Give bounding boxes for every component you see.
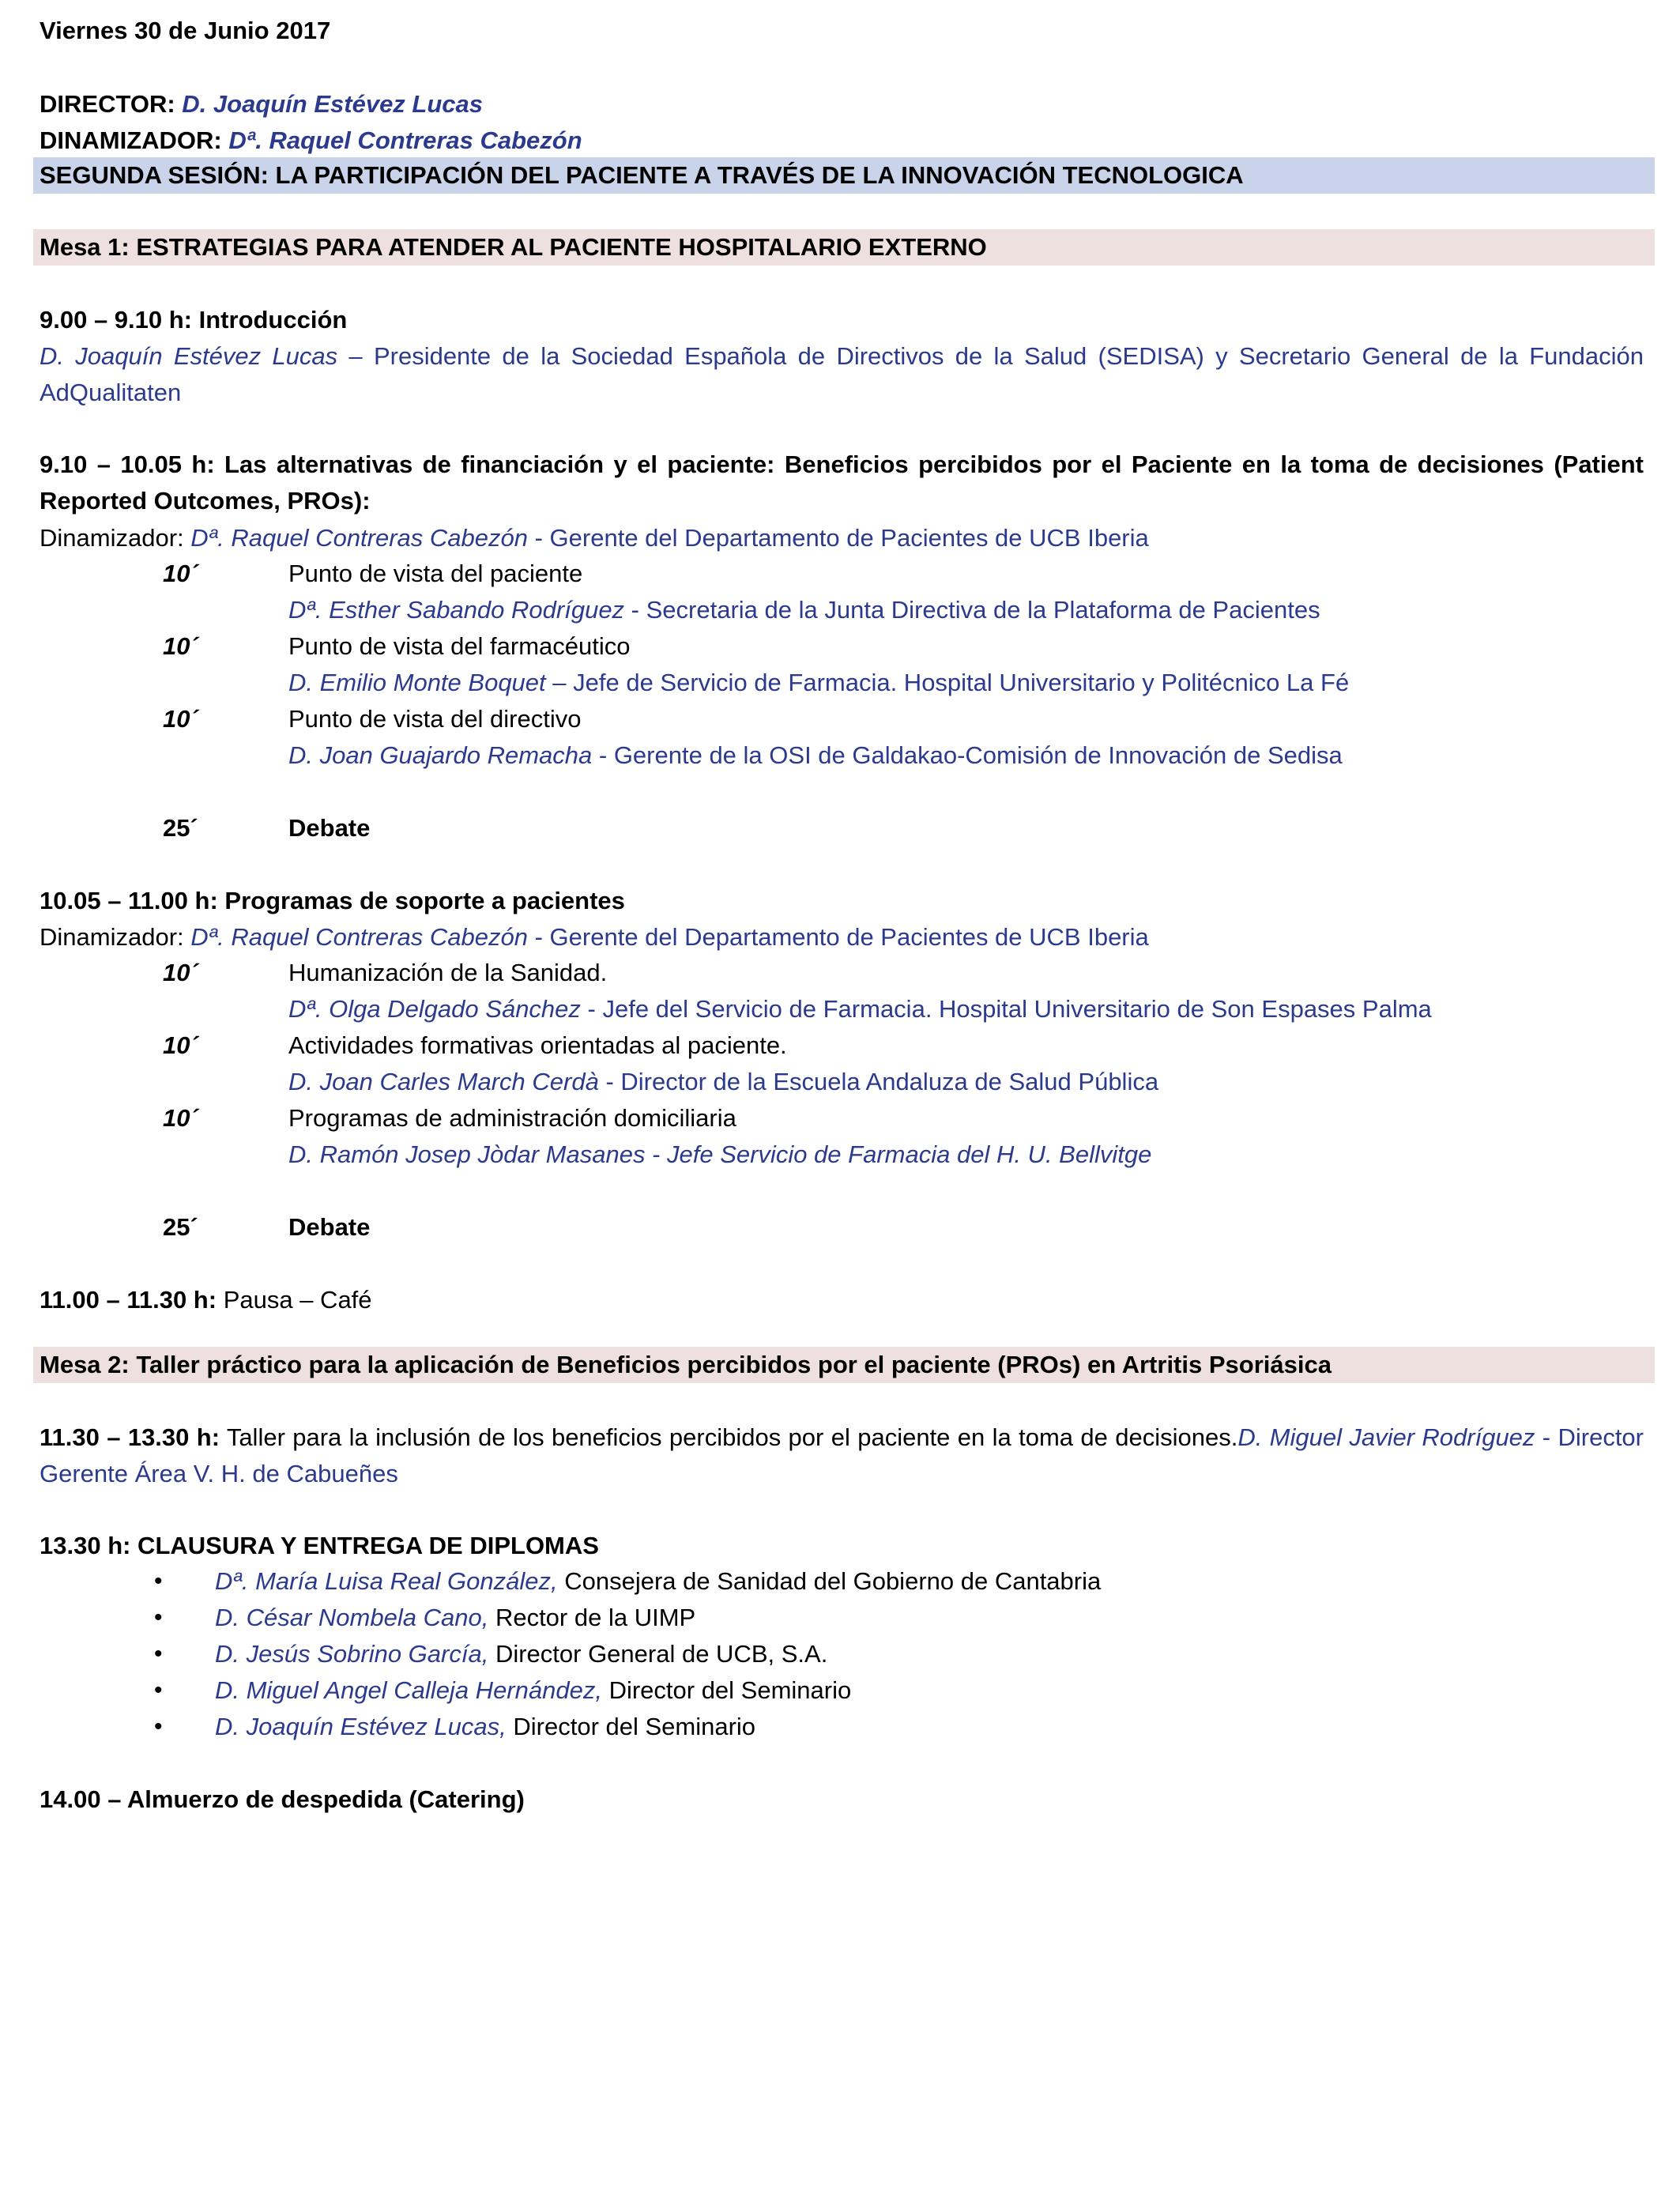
item-title: Punto de vista del directivo [288,705,582,733]
intro-speaker-paragraph [40,338,1644,411]
block1-title: Las alternativas de financiación y el paciente: Beneficios percibidos por el Paciente en la toma de decisiones (Patient Reported Outcomes, PROs): [40,450,1644,515]
pausa-time: 11.00 – 11.30 h: [40,1286,217,1314]
debate-title: Debate [288,814,371,842]
pausa-line [40,1282,1644,1318]
block2-dinamizador-role: - Gerente del Departamento de Pacientes de UCB Iberia [528,923,1149,951]
taller-title: Taller para la inclusión de los beneficios percibidos por el paciente en la toma de decisiones. [220,1423,1238,1451]
clausura-item-text: D. César Nombela Cano, Rector de la UIMP [215,1604,696,1631]
bullet-icon: • [154,1713,163,1740]
clausura-title: 13.30 h: CLAUSURA Y ENTREGA DE DIPLOMAS [40,1532,599,1559]
item-title: Humanización de la Sanidad. [288,959,608,986]
item-duration: 10´ [163,560,198,587]
director-label: DIRECTOR: [40,90,175,118]
clausura-item-text: D. Jesús Sobrino García, Director General de UCB, S.A. [215,1640,828,1668]
item-duration: 10´ [163,632,198,660]
block2-dinamizador-label: Dinamizador: [40,923,191,951]
document-date: Viernes 30 de Junio 2017 [40,17,331,44]
block2-title: Programas de soporte a pacientes [217,887,625,914]
block2-dinamizador-name: Dª. Raquel Contreras Cabezón [190,923,528,951]
intro-heading [40,302,1644,338]
session-title-band: SEGUNDA SESIÓN: LA PARTICIPACIÓN DEL PACIENTE A TRAVÉS DE LA INNOVACIÓN TECNOLOGICA [33,157,1655,194]
debate-duration: 25´ [163,814,198,842]
item-duration: 10´ [163,1031,198,1059]
taller-role: - Director Gerente Área V. H. de Cabueñes [40,1423,1644,1487]
block1-time: 9.10 – 10.05 h: [40,450,215,478]
item-speaker: Dª. Esther Sabando Rodríguez - Secretaria de la Junta Directiva de la Plataforma de Pacientes [288,596,1320,624]
clausura-item-text: Dª. María Luisa Real González, Consejera de Sanidad del Gobierno de Cantabria [215,1567,1102,1595]
almuerzo-line: 14.00 – Almuerzo de despedida (Catering) [40,1785,525,1813]
block2-dinamizador [40,919,1644,956]
mesa2-title-band: Mesa 2: Taller práctico para la aplicación de Beneficios percibidos por el paciente (PROs) en Artritis Psoriásica [33,1347,1655,1383]
item-title: Programas de administración domiciliaria [288,1104,736,1132]
mesa1-title-band: Mesa 1: ESTRATEGIAS PARA ATENDER AL PACIENTE HOSPITALARIO EXTERNO [33,229,1655,266]
director-name: D. Joaquín Estévez Lucas [182,90,484,118]
intro-title: Introducción [192,306,348,334]
item-speaker: D. Joan Carles March Cerdà - Director de la Escuela Andaluza de Salud Pública [288,1068,1159,1095]
item-speaker: D. Joan Guajardo Remacha - Gerente de la OSI de Galdakao-Comisión de Innovación de Sedisa [288,741,1343,769]
intro-speaker-role: – Presidente de la Sociedad Española de Directivos de la Salud (SEDISA) y Secretario General de la Fundación AdQualitaten [40,342,1644,406]
intro-time: 9.00 – 9.10 h: [40,306,193,334]
block1-dinamizador [40,520,1644,556]
clausura-item-text: D. Joaquín Estévez Lucas, Director del Seminario [215,1713,756,1740]
item-title: Actividades formativas orientadas al paciente. [288,1031,787,1059]
debate-duration: 25´ [163,1213,198,1241]
item-speaker: D. Ramón Josep Jòdar Masanes - Jefe Servicio de Farmacia del H. U. Bellvitge [288,1140,1152,1168]
dinamizador-line [40,123,1644,159]
item-speaker: D. Emilio Monte Boquet – Jefe de Servicio de Farmacia. Hospital Universitario y Politécnico La Fé [288,669,1350,696]
item-title: Punto de vista del farmacéutico [288,632,631,660]
item-title: Punto de vista del paciente [288,560,583,587]
item-speaker: Dª. Olga Delgado Sánchez - Jefe del Servicio de Farmacia. Hospital Universitario de Son Espases Palma [288,995,1432,1023]
block2-time: 10.05 – 11.00 h: [40,887,218,914]
bullet-icon: • [154,1677,163,1703]
block1-dinamizador-role: - Gerente del Departamento de Pacientes de UCB Iberia [528,524,1149,552]
dinamizador-label: DINAMIZADOR: [40,126,222,154]
intro-speaker-name: D. Joaquín Estévez Lucas [40,342,338,370]
pausa-title: Pausa – Café [217,1286,372,1314]
clausura-item-text: D. Miguel Angel Calleja Hernández, Director del Seminario [215,1676,852,1704]
block1-dinamizador-label: Dinamizador: [40,524,191,552]
item-duration: 10´ [163,1104,198,1132]
bullet-icon: • [154,1641,163,1667]
item-duration: 10´ [163,959,198,986]
taller-speaker: D. Miguel Javier Rodríguez [1237,1423,1535,1451]
dinamizador-name: Dª. Raquel Contreras Cabezón [228,126,582,154]
debate-title: Debate [288,1213,371,1241]
block1-dinamizador-name: Dª. Raquel Contreras Cabezón [190,524,528,552]
taller-time: 11.30 – 13.30 h: [40,1423,220,1451]
block2-heading [40,883,1644,919]
taller-paragraph [40,1419,1644,1492]
item-duration: 10´ [163,705,198,733]
block1-heading [40,447,1644,519]
bullet-icon: • [154,1568,163,1594]
bullet-icon: • [154,1604,163,1630]
director-line [40,86,1644,123]
